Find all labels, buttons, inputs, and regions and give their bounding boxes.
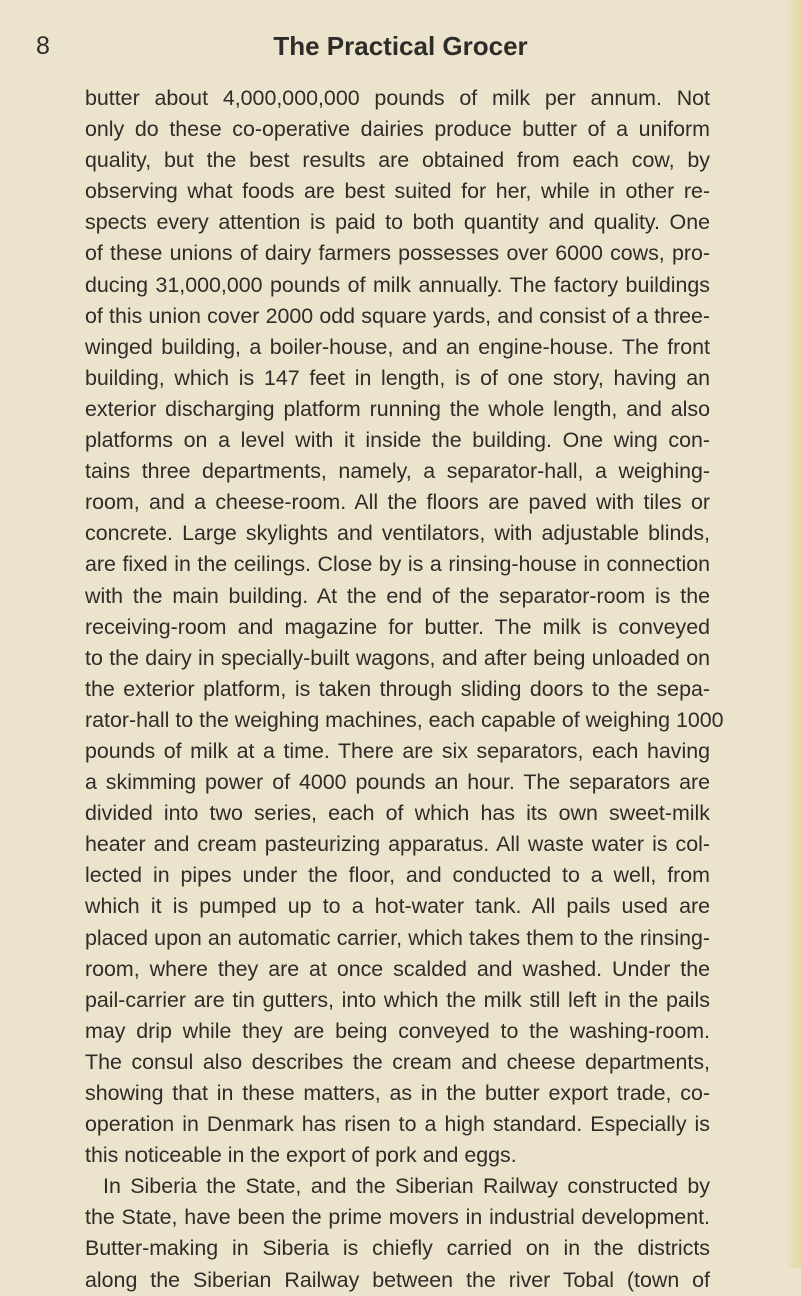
body-text — [85, 83, 724, 1296]
text-line: of this union cover 2000 odd square yards, and consist of a three- — [85, 303, 710, 328]
text-line: may drip while they are being conveyed to the washing-room. — [85, 1018, 710, 1043]
text-line: along the Siberian Railway between the river Tobal (town of — [85, 1267, 710, 1292]
text-line: winged building, a boiler-house, and an engine-house. The front — [85, 334, 710, 359]
text-line: heater and cream pasteurizing apparatus. All waste water is col- — [85, 832, 710, 857]
text-line: tains three departments, namely, a separator-hall, a weighing- — [85, 459, 710, 484]
text-line: quality, but the best results are obtained from each cow, by — [85, 148, 710, 173]
text-line: showing that in these matters, as in the butter export trade, co- — [85, 1081, 710, 1105]
text-line: with the main building. At the end of the separator-room is the — [85, 583, 710, 608]
text-line: divided into two series, each of which has its own sweet-milk — [85, 801, 710, 826]
text-line: placed upon an automatic carrier, which takes them to the rinsing- — [85, 925, 710, 950]
text-line: room, where they are at once scalded and washed. Under the — [85, 956, 710, 981]
paragraph-end-line: this noticeable in the export of pork and eggs. — [85, 1143, 517, 1168]
text-line: the exterior platform, is taken through sliding doors to the sepa- — [85, 676, 710, 701]
text-line: building, which is 147 feet in length, is of one story, having an — [85, 365, 710, 390]
text-line: The consul also describes the cream and cheese departments, — [85, 1049, 710, 1074]
text-line: pail-carrier are tin gutters, into which the milk still left in the pails — [85, 987, 710, 1012]
text-line: butter about 4,000,000,000 pounds of milk per annum. Not — [85, 86, 710, 110]
text-line: the State, have been the prime movers in industrial development. — [85, 1205, 710, 1230]
text-line: concrete. Large skylights and ventilators, with adjustable blinds, — [85, 521, 710, 546]
text-line: a skimming power of 4000 pounds an hour. The separators are — [85, 770, 710, 795]
text-line: only do these co-operative dairies produce butter of a uniform — [85, 117, 710, 142]
page-number: 8 — [36, 32, 50, 60]
text-line: Butter-making in Siberia is chiefly carried on in the districts — [85, 1236, 710, 1261]
text-line: spects every attention is paid to both quantity and quality. One — [85, 210, 710, 235]
text-line: of these unions of dairy farmers possesses over 6000 cows, pro- — [85, 241, 710, 266]
text-line: room, and a cheese-room. All the floors are paved with tiles or — [85, 490, 710, 515]
running-title: The Practical Grocer — [273, 31, 528, 61]
text-line: lected in pipes under the floor, and conducted to a well, from — [85, 863, 710, 888]
text-line: observing what foods are best suited for her, while in other re- — [85, 179, 710, 204]
text-line: pounds of milk at a time. There are six separators, each having — [85, 738, 710, 763]
paragraph-start-line: In Siberia the State, and the Siberian Railway constructed by — [103, 1174, 710, 1199]
text-line: which it is pumped up to a hot-water tank. All pails used are — [85, 894, 710, 919]
text-line: to the dairy in specially-built wagons, and after being unloaded on — [85, 645, 710, 670]
text-line: platforms on a level with it inside the building. One wing con- — [85, 428, 710, 453]
text-line: are fixed in the ceilings. Close by is a rinsing-house in connection — [85, 552, 710, 577]
text-line: exterior discharging platform running the whole length, and also — [85, 396, 710, 421]
text-line: ducing 31,000,000 pounds of milk annually. The factory buildings — [85, 272, 710, 297]
page-edge-shading — [787, 0, 801, 1268]
text-line: rator-hall to the weighing machines, each capable of weighing 1000 — [85, 707, 724, 732]
text-line: operation in Denmark has risen to a high standard. Especially is — [85, 1112, 710, 1137]
text-line: receiving-room and magazine for butter. The milk is conveyed — [85, 614, 710, 639]
